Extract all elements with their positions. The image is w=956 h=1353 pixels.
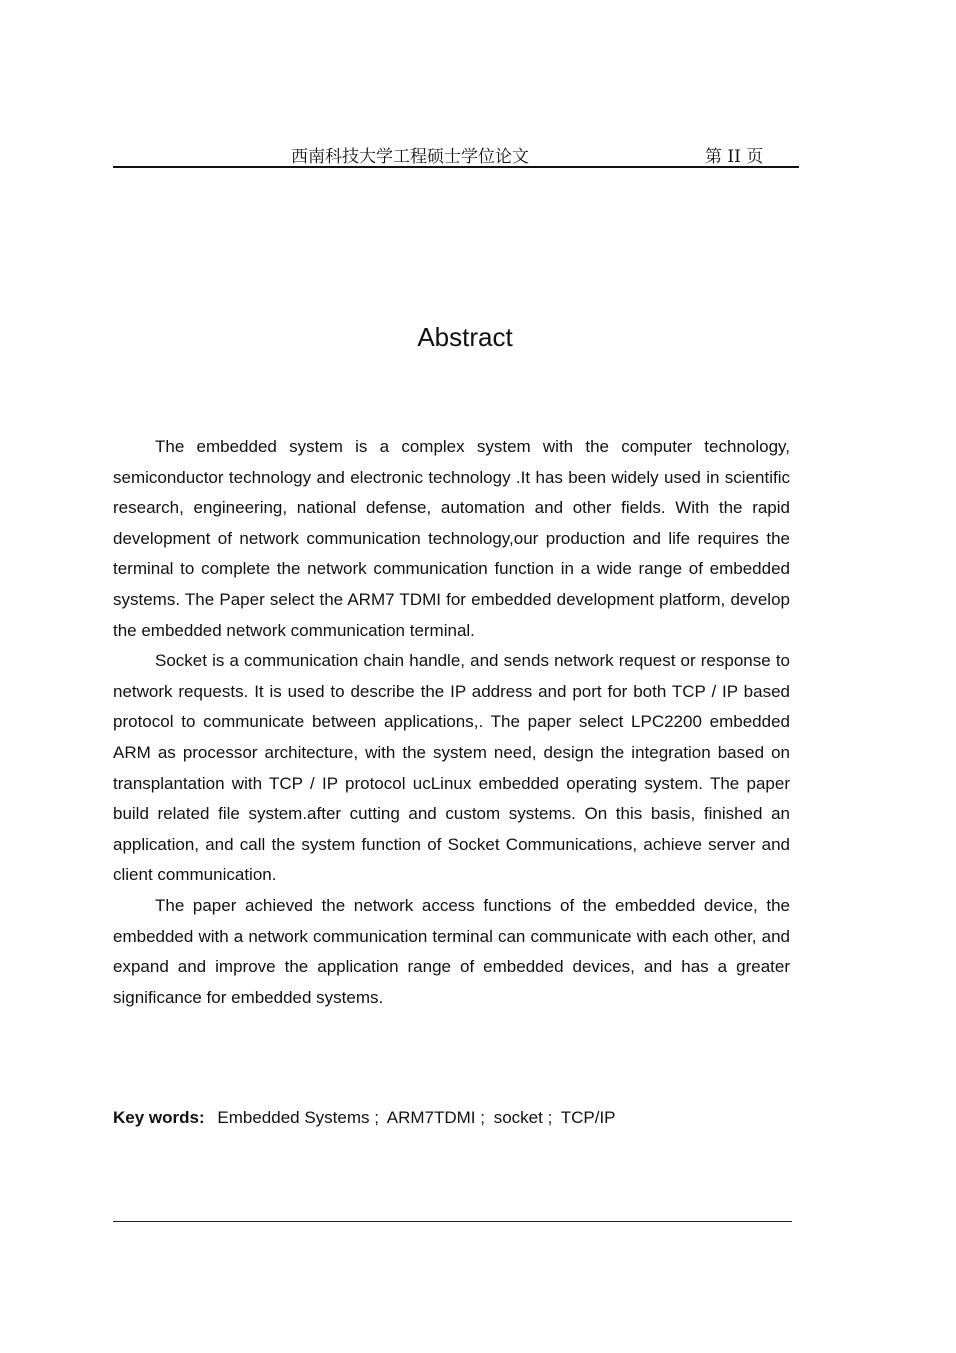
abstract-paragraph-1: The embedded system is a complex system with the computer technology, semiconductor technology and electronic technology .It has been widely used in scientific research, engineering, national defense, automation and other fields. With the rapid development of network communication technology,our production and life requires the terminal to complete the network communication function in a wide range of embedded systems. The Paper select the ARM7 TDMI for embedded development platform, develop the embedded network communication terminal. [113,437,790,640]
keyword-item: Embedded Systems ; [217,1108,379,1127]
abstract-paragraph-2: Socket is a communication chain handle, and sends network request or response to network requests. It is used to describe the IP address and port for both TCP / IP based protocol to communicate between applications,. The paper select LPC2200 embedded ARM as processor architecture, with the system need, design the integration based on transplantation with TCP / IP protocol ucLinux embedded operating system. The paper build related file system.after cutting and custom systems. On this basis, finished an application, and call the system function of Socket Communications, achieve server and client communication. [113,651,790,885]
abstract-paragraph-3: The paper achieved the network access functions of the embedded device, the embedded with a network communication terminal can communicate with each other, and expand and improve the application range of embedded devices, and has a greater significance for embedded systems. [113,895,790,1007]
keyword-item: TCP/IP [560,1108,616,1127]
header-title: 西南科技大学工程硕士学位论文 [291,147,529,167]
keyword-item: ARM7TDMI ; [386,1108,485,1127]
header-page-number: 第 II 页 [705,147,764,167]
keyword-item: socket ; [493,1108,553,1127]
keywords-label: Key words: [113,1108,205,1127]
page-header [113,140,799,168]
keywords-line [113,1108,620,1128]
abstract-body [113,432,790,1013]
abstract-title: Abstract [417,322,513,352]
footer-divider [113,1221,792,1222]
